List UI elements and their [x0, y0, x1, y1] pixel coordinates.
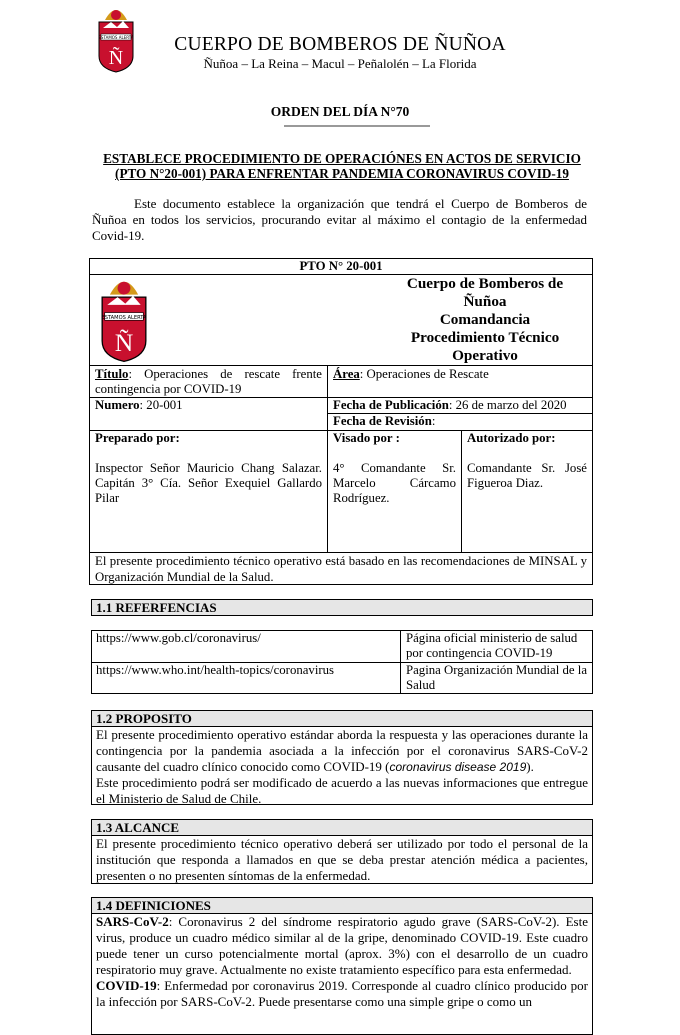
pto-area-value: : Operaciones de Rescate	[359, 367, 489, 381]
preparado-value: Inspector Señor Mauricio Chang Salazar. Capitán 3° Cía. Señor Exequiel Gallardo Pilar	[95, 461, 322, 505]
pto-logo-letter: Ñ	[114, 328, 134, 358]
autorizado-label: Autorizado por:	[467, 431, 556, 445]
term-sars: SARS-CoV-2	[96, 914, 169, 929]
orden-underline	[284, 125, 430, 127]
intro-paragraph: Este documento establece la organización que tendrá el Cuerpo de Bomberos de Ñuñoa en todos los servicios, procurando evitar al máximo el contagio de la enfermedad Covid-19.	[92, 196, 587, 243]
pto-numero-value: : 20-001	[139, 398, 183, 412]
org-title: CUERPO DE BOMBEROS DE ÑUÑOA	[174, 34, 506, 55]
section-referencias-title: 1.1 REFERFENCIAS	[91, 599, 593, 616]
pto-org-line-3: Comandancia	[439, 311, 531, 328]
logo-banner: ESTAMOS ALERTA	[98, 35, 134, 40]
pto-fecha-revision	[328, 414, 592, 429]
pto-titulo-value: : Operaciones de rescate frente contingencia por COVID-19	[95, 367, 322, 396]
pto-numero	[90, 398, 327, 413]
pto-logo-icon	[96, 274, 152, 364]
pto-fecha-publicacion	[328, 398, 592, 413]
visado-value: 4° Comandante Sr. Marcelo Cárcamo Rodríguez.	[333, 461, 456, 505]
document-title	[92, 151, 592, 181]
pto-logo-banner: ESTAMOS ALERTA	[101, 315, 147, 321]
reference-desc-2: Pagina Organización Mundial de la Salud	[406, 663, 587, 692]
title-line-1: ESTABLECE PROCEDIMIENTO DE OPERACIÓNES EN ACTOS DE SERVICIO	[103, 151, 581, 166]
pto-fecha-pub-value: : 26 de marzo del 2020	[448, 398, 567, 412]
autorizado-value: Comandante Sr. José Figueroa Diaz.	[467, 461, 587, 490]
pto-header: PTO N° 20-001	[299, 259, 383, 273]
pto-fecha-pub-label: Fecha de Publicación	[333, 398, 449, 412]
proposito-paragraph-2: Este procedimiento podrá ser modificado de acuerdo a las nuevas informaciones que entregue el Ministerio de Salud de Chile.	[96, 775, 588, 806]
section-proposito-body	[91, 727, 593, 805]
pto-numero-label: Numero	[95, 398, 140, 412]
definicion-covid: COVID-19: Enfermedad por coronavirus 2019. Corresponde al cuadro clínico producido por la infección por SARS-CoV-2. Puede presentarse como una simple gripe o como un	[96, 978, 588, 1009]
reference-desc-1: Página oficial ministerio de salud por contingencia COVID-19	[406, 631, 578, 660]
term-covid: COVID-19	[96, 978, 157, 993]
proposito-paragraph-1: El presente procedimiento operativo estándar aborda la respuesta y las operaciones durante la contingencia por la pandemia asociada a la infección por el coronavirus SARS-CoV-2 causante del cuadro clínico conocido como COVID-19 (coronavirus disease 2019).	[96, 727, 588, 774]
section-definiciones-body	[91, 914, 593, 1035]
orden-del-dia: ORDEN DEL DÍA N°70	[270, 104, 410, 119]
pto-org-block	[395, 275, 575, 365]
pto-fecha-rev-value: :	[431, 414, 436, 428]
pto-org-line-4: Procedimiento Técnico	[410, 329, 560, 346]
pto-note: El presente procedimiento técnico operativo está basado en las recomendaciones de MINSAL y Organización Mundial de la Salud.	[95, 554, 587, 584]
visado-label: Visado por :	[333, 431, 400, 445]
definicion-sars: SARS-CoV-2: Coronavirus 2 del síndrome respiratorio agudo grave (SARS-CoV-2). Este virus, produce un cuadro médico similar al de la gripe, denominado COVID-19. Este cuadro puede tener un curso potencialmente mortal (aprox. 3%) con el desarrollo de un cuadro respiratorio muy grave. Actualmente no existe tratamiento específico para esta enfermedad.	[96, 914, 588, 977]
pto-fecha-rev-label: Fecha de Revisión	[333, 414, 432, 428]
section-proposito-title: 1.2 PROPOSITO	[91, 710, 593, 727]
bomberos-logo-icon	[95, 4, 137, 74]
section-alcance-body: El presente procedimiento técnico operativo deberá ser utilizado por todo el personal de la institución que responda a llamados en que se deba prestar atención médica a pacientes, presenten o no presenten síntomas de la enfermedad.	[91, 836, 593, 884]
pto-org-line-1: Cuerpo de Bomberos de	[406, 275, 564, 292]
section-alcance-title: 1.3 ALCANCE	[91, 819, 593, 836]
pto-area-label: Área	[333, 367, 360, 381]
preparado-label: Preparado por:	[95, 431, 180, 445]
section-definiciones-title: 1.4 DEFINICIONES	[91, 897, 593, 914]
reference-url-1[interactable]: https://www.gob.cl/coronavirus/	[96, 631, 261, 645]
reference-url-2[interactable]: https://www.who.int/health-topics/coronavirus	[96, 663, 335, 677]
pto-titulo-label: Título	[95, 367, 129, 381]
org-subtitle: Ñuñoa – La Reina – Macul – Peñalolén – La Florida	[203, 56, 477, 71]
pto-area	[328, 367, 592, 382]
pto-titulo	[90, 367, 327, 397]
pto-org-line-5: Operativo	[452, 347, 518, 364]
pto-org-line-2: Ñuñoa	[463, 293, 507, 310]
logo-letter: Ñ	[108, 47, 124, 69]
title-line-2: (PTO N°20-001) PARA ENFRENTAR PANDEMIA CORONAVIRUS COVID-19	[115, 166, 569, 181]
proposito-italic: coronavirus disease 2019	[389, 760, 527, 774]
